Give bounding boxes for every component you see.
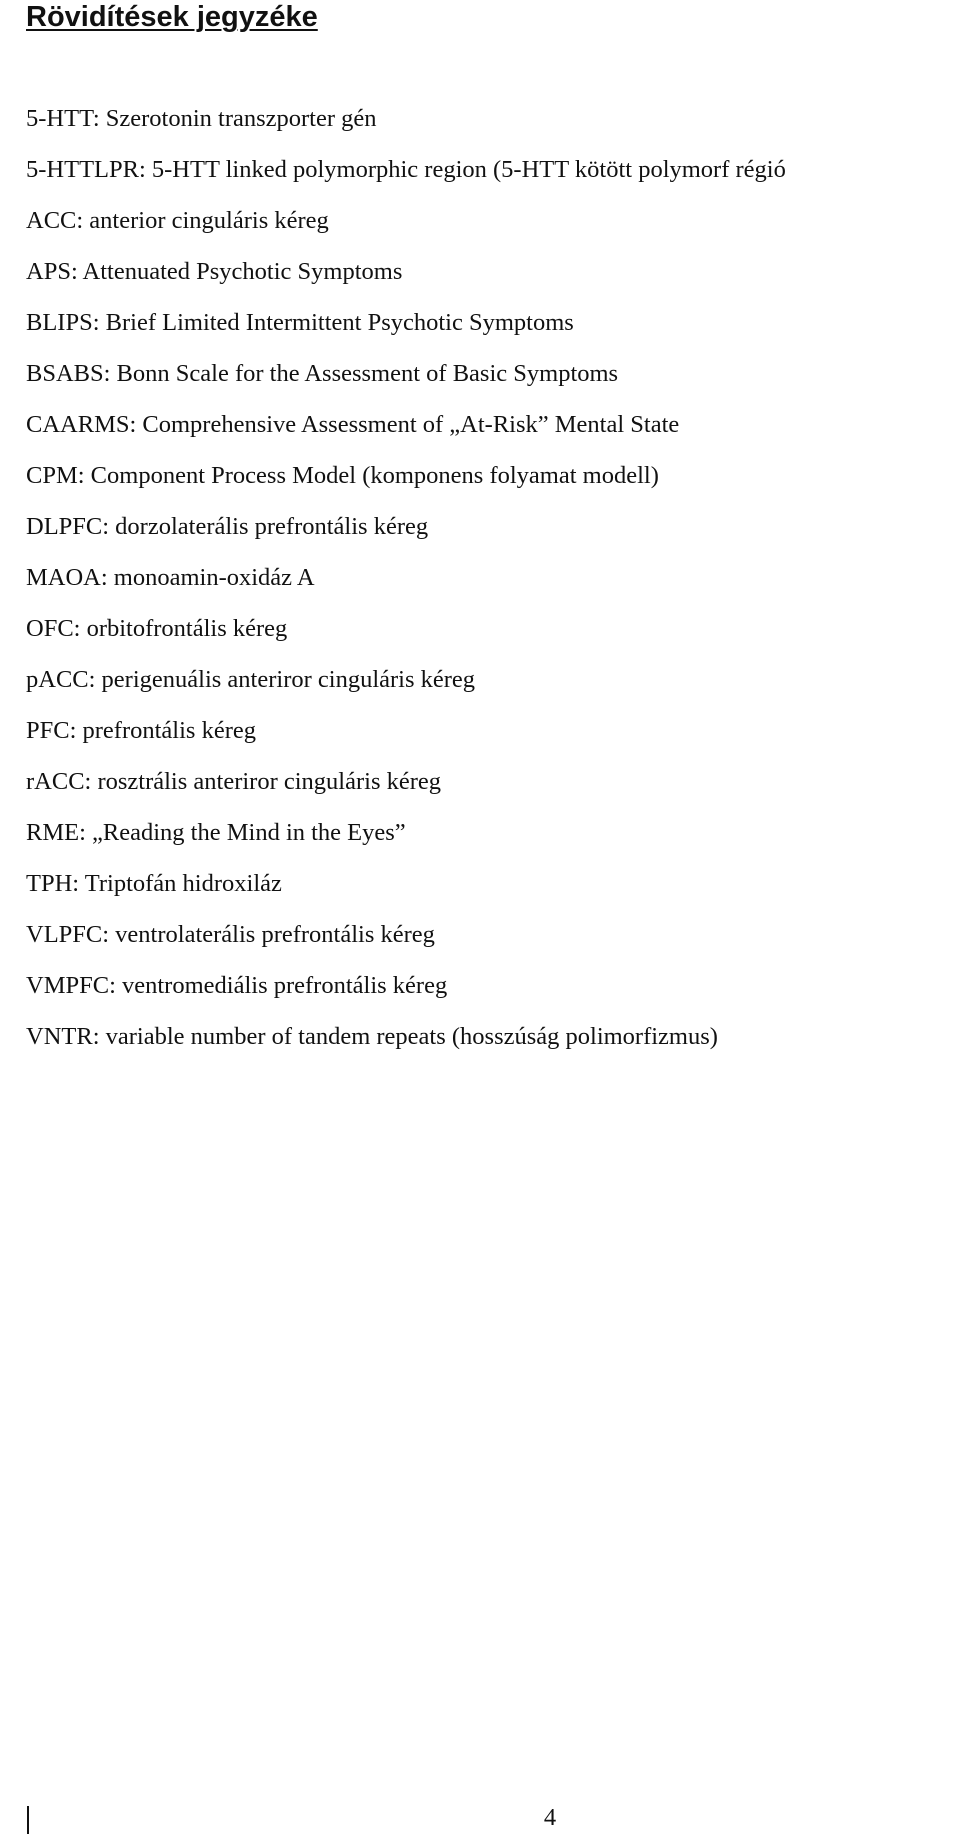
abbreviation-item: OFC: orbitofrontális kéreg	[26, 615, 288, 642]
abbreviation-item: BSABS: Bonn Scale for the Assessment of Basic Symptoms	[26, 360, 619, 387]
abbreviation-list	[26, 103, 786, 1072]
abbreviation-item: VMPFC: ventromediális prefrontális kéreg	[26, 972, 448, 999]
abbreviation-item: rACC: rosztrális anteriror cinguláris kéreg	[26, 768, 442, 795]
margin-bar	[27, 1806, 29, 1834]
abbreviation-item: PFC: prefrontális kéreg	[26, 717, 256, 744]
abbreviation-item: VLPFC: ventrolaterális prefrontális kéreg	[26, 921, 435, 948]
abbreviation-item: 5-HTT: Szerotonin transzporter gén	[26, 105, 377, 132]
abbreviation-item: CAARMS: Comprehensive Assessment of „At-Risk” Mental State	[26, 411, 680, 438]
abbreviation-item: APS: Attenuated Psychotic Symptoms	[26, 258, 403, 285]
abbreviation-item: DLPFC: dorzolaterális prefrontális kéreg	[26, 513, 429, 540]
abbreviation-item: 5-HTTLPR: 5-HTT linked polymorphic region (5-HTT kötött polymorf régió	[26, 156, 786, 183]
page-number: 4	[543, 1804, 557, 1831]
abbreviation-item: CPM: Component Process Model (komponens folyamat modell)	[26, 462, 659, 489]
abbreviation-item: BLIPS: Brief Limited Intermittent Psychotic Symptoms	[26, 309, 574, 336]
abbreviation-item: RME: „Reading the Mind in the Eyes”	[26, 819, 406, 846]
abbreviation-item: MAOA: monoamin-oxidáz A	[26, 564, 315, 591]
abbreviation-item: pACC: perigenuális anteriror cinguláris kéreg	[26, 666, 476, 693]
abbreviation-item: ACC: anterior cinguláris kéreg	[26, 207, 329, 234]
page-title: Rövidítések jegyzéke	[26, 1, 318, 33]
abbreviation-item: TPH: Triptofán hidroxiláz	[26, 870, 282, 897]
abbreviation-item: VNTR: variable number of tandem repeats (hosszúság polimorfizmus)	[26, 1023, 718, 1050]
